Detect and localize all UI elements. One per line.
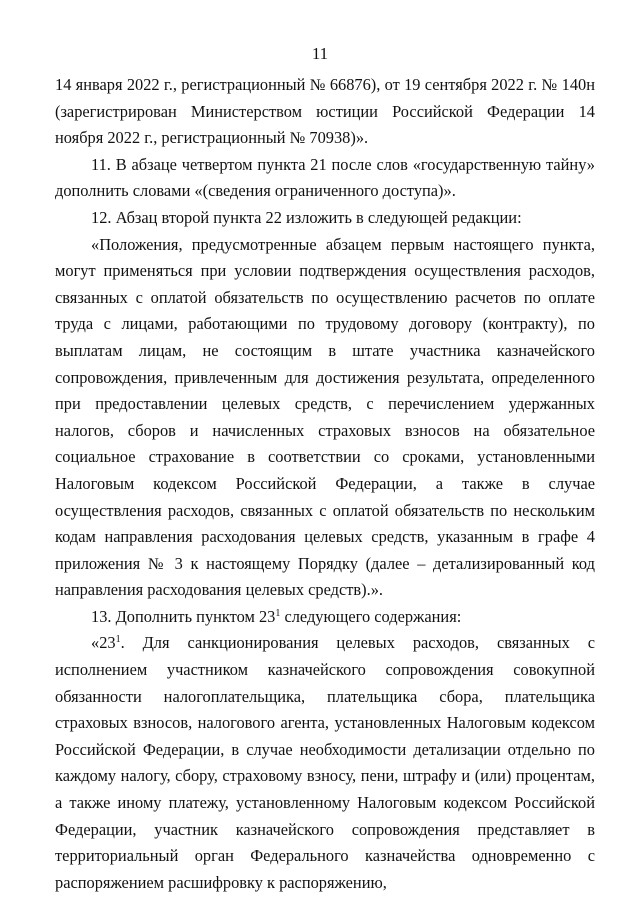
paragraph-item-23-1-number: «23 xyxy=(91,633,116,653)
paragraph-item-13-text: 13. Дополнить пунктом 23 xyxy=(91,606,276,626)
page-number: 11 xyxy=(311,44,329,63)
document-body xyxy=(55,72,595,896)
paragraph-item-13 xyxy=(55,604,595,631)
superscript-index: 1 xyxy=(115,634,121,646)
paragraph-item-11: 11. В абзаце четвертом пункта 21 после слов «государственную тайну» дополнить словами «(сведения ограниченного доступа)». xyxy=(55,154,595,201)
superscript-index: 1 xyxy=(275,607,281,619)
paragraph-item-23-1 xyxy=(55,630,595,896)
paragraph-item-12-quote: «Положения, предусмотренные абзацем первым настоящего пункта, могут применяться при условии подтверждения осуществления расходов, связанных с оплатой обязательств по осуществлению расчетов по оплате труда с лицами, работающими по трудовому договору (контракту), по выплатам лицам, не состоящим в штате участника казначейского сопровождения, привлеченным для достижения результата, определенного при предоставлении целевых средств, с перечислением удержанных налогов, сборов и начисленных страховых взносов на обязательное социальное страхование в соответствии со сроками, установленными Налоговым кодексом Российской Федерации, а также в случае осуществления расходов, связанных с оплатой обязательств по нескольким кодам направления расходования целевых средств, указанным в графе 4 приложения № 3 к настоящему Порядку (далее – детализированный код направления расходования целевых средств).». xyxy=(55,234,595,600)
paragraph-registration-continuation: 14 января 2022 г., регистрационный № 66876), от 19 сентября 2022 г. № 140н (зарегистрирован Министерством юстиции Российской Федерации 14 ноября 2022 г., регистрационный № 70938)». xyxy=(55,75,595,148)
paragraph-item-13-tail: следующего содержания: xyxy=(280,606,462,626)
paragraph-item-12: 12. Абзац второй пункта 22 изложить в следующей редакции: xyxy=(91,207,522,227)
paragraph-item-23-1-text: . Для санкционирования целевых расходов, связанных с исполнением участником казначейского сопровождения совокупной обязанности налогоплательщика, плательщика сбора, плательщика страховых взносов, налогового агента, установленных Налоговым кодексом Российской Федерации, в случае необходимости детализации отдельно по каждому налогу, сбору, страховому взносу, пени, штрафу и (или) процентам, а также иному платежу, установленному Налоговым кодексом Российской Федерации, участник казначейского сопровождения представляет в территориальный орган Федерального казначейства одновременно с распоряжением расшифровку к распоряжению, xyxy=(55,633,595,892)
